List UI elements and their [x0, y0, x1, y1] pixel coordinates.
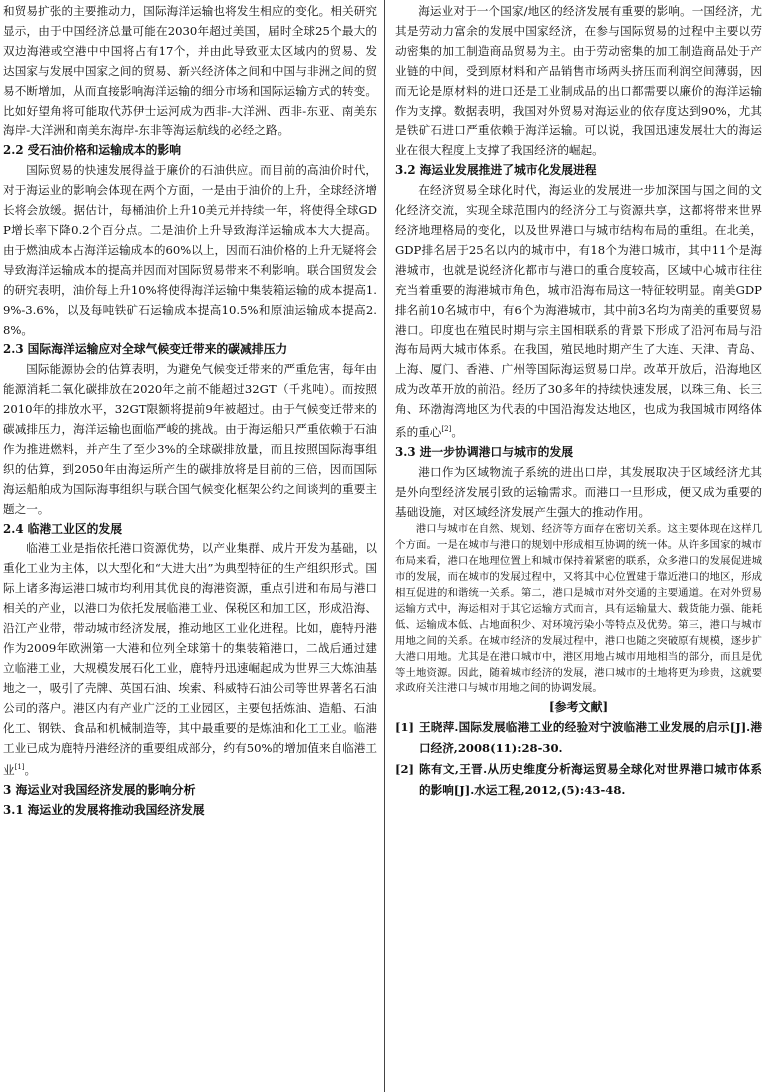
reference-item	[395, 759, 762, 801]
paragraph-3-3-detail: 港口与城市在自然、规划、经济等方面存在密切关系。这主要体现在这样几个方面。一是在城市与港口的规划中形成相互协调的统一体。从许多国家的城市布局来看，港口在地理位置上和城市保持着紧密的联系，众多港口的发展促进城市的发展，而在城市的发展过程中，又将其中心位置建于靠近港口的地区，形成相互促进的和谐统一关系。第二，港口是城市对外交通的主要通道。在对外贸易运输方式中，海运相对于其它运输方式而言，具有运输量大、载货能力强、能耗低、运输成本低、占地面积少、对环境污染小等特点及优势。第三，港口与城市用地之间的关系。在城市经济的发展过程中，港口也随之突破原有规模，逐步扩大港口用地。尤其是在港口城市中，港区用地占城市用地相当的部分，而且是优等土地资源。因此，随着城市经济的发展，港口城市的土地将更为珍贵，这就要求政府关注港口与城市用地之间的协调发展。	[395, 523, 762, 695]
section-heading-3-1: 3.1 海运业的发展将推动我国经济发展	[3, 803, 205, 818]
paragraph-2-2: 国际贸易的快速发展得益于廉价的石油供应。而目前的高油价时代，对于海运业的影响会体现在两个方面，一是由于油价的上升，全球经济增长将会放缓。据估计，每桶油价上升10美元并持续一年，将使得全球GDP增长率下降0.2个百分点。二是油价上升导致海洋运输成本大大提高。由于燃油成本占海洋运输成本的60%以上，因而石油价格的上升无疑将会导致海洋运输成本的提高并因而对国际贸易带来不利影响。联合国贸发会的研究表明，油价每上升10%将使得海洋运输中集装箱运输的成本提高1.9%-3.6%，以及每吨铁矿石运输成本提高10.5%和原油运输成本提高2.8%。	[3, 163, 377, 337]
paragraph-3-2-end: 。	[451, 424, 463, 439]
section-heading-3-3: 3.3 进一步协调港口与城市的发展	[395, 444, 573, 459]
section-heading-2-3: 2.3 国际海洋运输应对全球气候变迁带来的碳减排压力	[3, 342, 288, 357]
right-column	[395, 2, 762, 801]
paragraph-3-3: 港口作为区域物流子系统的进出口岸，其发展取决于区域经济尤其是外向型经济发展引致的运输需求。而港口一旦形成，便又成为重要的基础设施，对区域经济发展产生强大的推动作用。	[395, 464, 762, 519]
section-heading-2-2: 2.2 受石油价格和运输成本的影响	[3, 143, 181, 158]
paragraph-3-2-text: 在经济贸易全球化时代，海运业的发展进一步加深国与国之间的文化经济交流，实现全球范围内的经济分工与资源共享，这都将带来世界经济地理格局的变化，以及世界港口与城市结构布局的重组。在北美，GDP排名居于25名以内的城市中，有18个为港口城市，其中11个是海港城市，也就是说经济化都市与港口的重合度较高，区域中心城市往往充当着重要的海港城市角色，城市沿海布局这一特征较明显。南美GDP排名前10名城市中，有6个为海港城市，其中前3名均为南美的重要贸易港口。印度也在殖民时期与宗主国相联系的背景下形成了沿河布局与沿海布局两大城市体系。在我国，殖民地时期产生了大连、天津、青岛、上海、厦门、香港、广州等国际海运贸易口岸。改革开放后，沿海地区成为改革开放的前沿。经历了30多年的持续快速发展，以珠三角、长三角、环渤海湾地区为代表的中国沿海发达地区，也成为我国城市网络体系的重心	[395, 183, 762, 439]
section-heading-3: 3 海运业对我国经济发展的影响分析	[3, 783, 196, 798]
paragraph-2-4-end: 。	[24, 763, 37, 778]
column-divider	[384, 0, 385, 1092]
reference-text: 陈有文,王晋.从历史维度分析海运贸易全球化对世界港口城市体系的影响[J].水运工程,2012,(5):43-48.	[419, 762, 762, 798]
reference-number: [1]	[395, 720, 415, 735]
citation-2: [2]	[441, 425, 452, 434]
left-column	[3, 2, 377, 821]
paragraph-continued: 和贸易扩张的主要推动力，国际海洋运输也将发生相应的变化。相关研究显示，由于中国经济总量可能在2030年超过美国，届时全球25个最大的双边海港或空港中中国将占有17个，并由此导致亚太区域内的贸易、发达国家与发展中国家之间的贸易、新兴经济体之间和中国与非洲之间的贸易不断增加，从而直接影响海洋运输的细分市场和国际运输方式的转变。比如好望角将可能取代苏伊士运河成为西非-大洋洲、西非-东亚、南美东海岸-大洋洲和南美东海岸-东非等海运航线的必经之路。	[3, 4, 377, 138]
paragraph-3-2	[395, 181, 762, 443]
reference-text: 王晓萍.国际发展临港工业的经验对宁波临港工业发展的启示[J].港口经济,2008(11):28-30.	[419, 720, 762, 756]
reference-number: [2]	[395, 762, 415, 777]
paragraph-2-3: 国际能源协会的估算表明，为避免气候变迁带来的严重危害，每年由能源消耗二氧化碳排放在2020年之前不能超过32GT（千兆吨）。而按照2010年的排放水平，32GT限额将提前9年被超过。由于气候变迁带来的碳减排压力，海洋运输也面临严峻的挑战。由于海运船只严重依赖于石油作为推进燃料，并产生了至少3%的全球碳排放量，而且按照国际海事组织的估算，到2050年由海运所产生的碳排放将是目前的三倍，因而国际海运船舶成为国际海事组织与联合国气候变化框架公约之间谈判的重要主题之一。	[3, 362, 377, 516]
section-heading-2-4: 2.4 临港工业区的发展	[3, 521, 123, 536]
citation-1: [1]	[14, 763, 25, 772]
paragraph-2-4	[3, 539, 377, 781]
paragraph-3-1: 海运业对于一个国家/地区的经济发展有重要的影响。一国经济，尤其是劳动力富余的发展中国家经济，在参与国际贸易的过程中主要以劳动密集的加工制造商品贸易为主。由于劳动密集的加工制造商品处于产业链的中间，受到原材料和产品销售市场两头挤压而利润空间薄弱，因而无论是原材料的进口还是工业制成品的出口都需要以廉价的海洋运输作为支撑。数据表明，我国对外贸易对海运业的依存度达到90%，尤其是铁矿石进口严重依赖于海洋运输。可以说，我国迅速发展壮大的海运业在很大程度上支撑了我国经济的崛起。	[395, 4, 762, 158]
paragraph-2-4-text: 临港工业是指依托港口资源优势，以产业集群、成片开发为基础，以重化工业为主体，以大型化和“大进大出”为典型特征的生产组织形式。国际上诸多海运港口城市均利用其优良的海港资源，重点引进和布局与港口相关的产业，以港口为依托发展临港工业、保税区和加工区，形成沿海、沿江产业带，带动城市经济发展，推动地区工业化进程。比如，鹿特丹港作为2009年欧洲第一大港和位列全球第十的集装箱港口，二战后通过建立临港工业，大规模发展石化工业，鹿特丹迅速崛起成为世界三大炼油基地之一，吸引了壳牌、英国石油、埃索、科威特石油公司等世界著名石油公司的落户。港区内有产业广泛的工业园区，主要包括炼油、造船、石油化工、钢铁、食品和机械制造等，其中最重要的是炼油和化工工业。临港工业已成为鹿特丹港经济的重要组成部分，约有50%的增加值来自临港工业	[3, 541, 377, 778]
section-heading-3-2: 3.2 海运业发展推进了城市化发展进程	[395, 163, 597, 178]
reference-item	[395, 717, 762, 759]
references-title: [参考文献]	[548, 700, 609, 715]
